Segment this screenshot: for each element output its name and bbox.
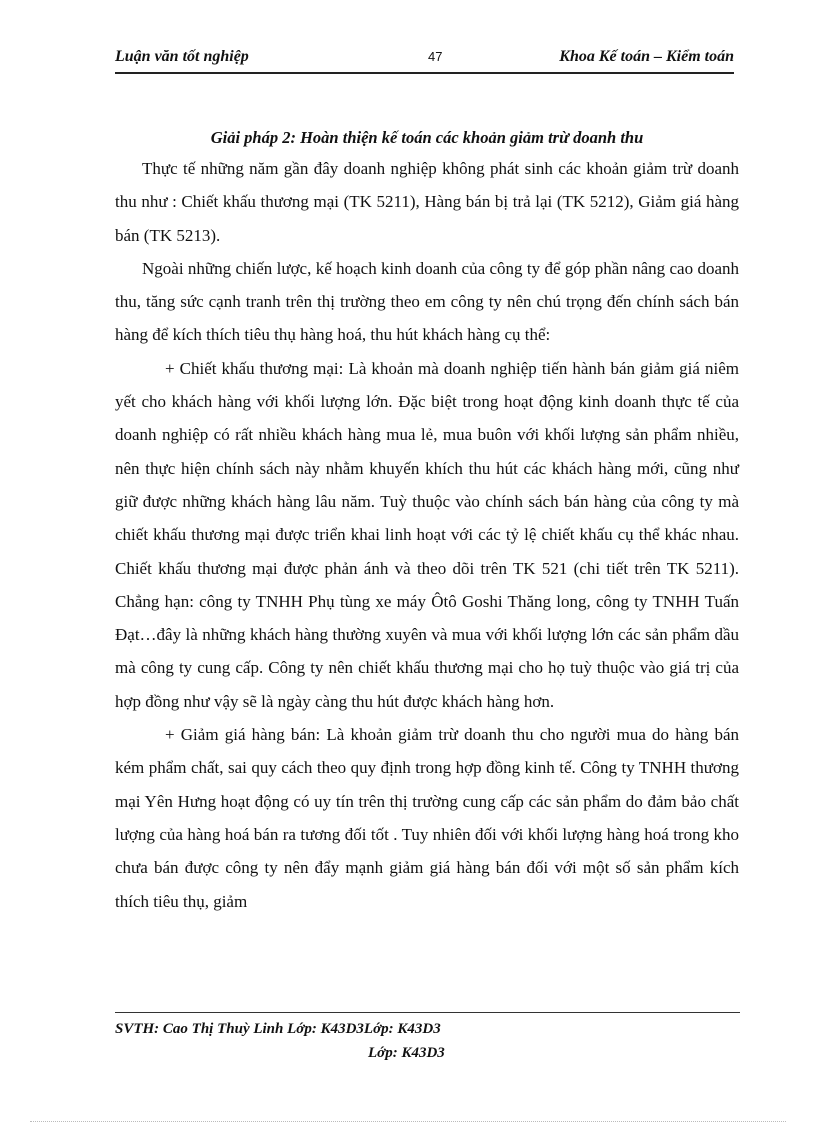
page-number: 47 <box>428 49 443 64</box>
footer-student-line: SVTH: Cao Thị Thuỳ Linh Lớp: K43D3Lớp: K43D3 <box>115 1021 441 1037</box>
page-bottom-divider <box>30 1121 786 1122</box>
paragraph-2: Ngoài những chiến lược, kế hoạch kinh doanh của công ty để góp phần nâng cao doanh thu, tăng sức cạnh tranh trên thị trường theo em công ty nên chú trọng đến chính sách bán hàng để kích thích tiêu thụ hàng hoá, thu hút khách hàng cụ thể: <box>115 258 739 345</box>
paragraph-1: Thực tế những năm gần đây doanh nghiệp không phát sinh các khoản giảm trừ doanh thu như : Chiết khấu thương mại (TK 5211), Hàng bán bị trả lại (TK 5212), Giảm giá hàng bán (TK 5213). <box>115 159 739 245</box>
header-faculty-label: Khoa Kế toán – Kiểm toán <box>559 48 734 65</box>
paragraph-3: + Chiết khấu thương mại: Là khoản mà doanh nghiệp tiến hành bán giảm giá niêm yết cho khách hàng với khối lượng lớn. Đặc biệt trong hoạt động kinh doanh thực tế của doanh nghiệp có rất nhiều khách hàng mua lẻ, mua buôn với khối lượng sản phẩm nhiều, nên thực hiện chính sách này nhằm khuyến khích thu hút các khách hàng mới, cũng như giữ được những khách hàng lâu năm. Tuỳ thuộc vào chính sách bán hàng của công ty mà chiết khấu thương mại được triển khai linh hoạt với các tỷ lệ chiết khấu cụ thể khác nhau. Chiết khấu thương mại được phản ánh và theo dõi trên TK 521 (chi tiết trên TK 5211). Chẳng hạn: công ty TNHH Phụ tùng xe máy Ôtô Goshi Thăng long, công ty TNHH Tuấn Đạt…đây là những khách hàng thường xuyên và mua với khối lượng lớn các sản phẩm dầu mà công ty cung cấp. Công ty nên chiết khấu thương mại cho họ tuỳ thuộc vào giá trị của hợp đồng như vậy sẽ là ngày càng thu hút được khách hàng hơn. <box>115 358 739 711</box>
page-footer <box>115 1012 740 1065</box>
page-body <box>115 124 739 918</box>
header-thesis-label: Luận văn tốt nghiệp <box>115 48 249 65</box>
paragraph-4: + Giảm giá hàng bán: Là khoản giảm trừ doanh thu cho người mua do hàng bán kém phẩm chất, sai quy cách theo quy định trong hợp đồng kinh tế. Công ty TNHH thương mại Yên Hưng hoạt động có uy tín trên thị trường cung cấp các sản phẩm do đảm bảo chất lượng của hàng hoá bán ra tương đối tốt . Tuy nhiên đối với khối lượng hàng hoá trong kho chưa bán được công ty nên đẩy mạnh giảm giá hàng bán đối với một số sản phẩm kích thích tiêu thụ, giảm <box>115 725 739 911</box>
page-header <box>115 46 734 74</box>
section-title: Giải pháp 2: Hoàn thiện kế toán các khoản giảm trừ doanh thu <box>210 128 644 147</box>
footer-class-line: Lớp: K43D3 <box>368 1045 445 1061</box>
